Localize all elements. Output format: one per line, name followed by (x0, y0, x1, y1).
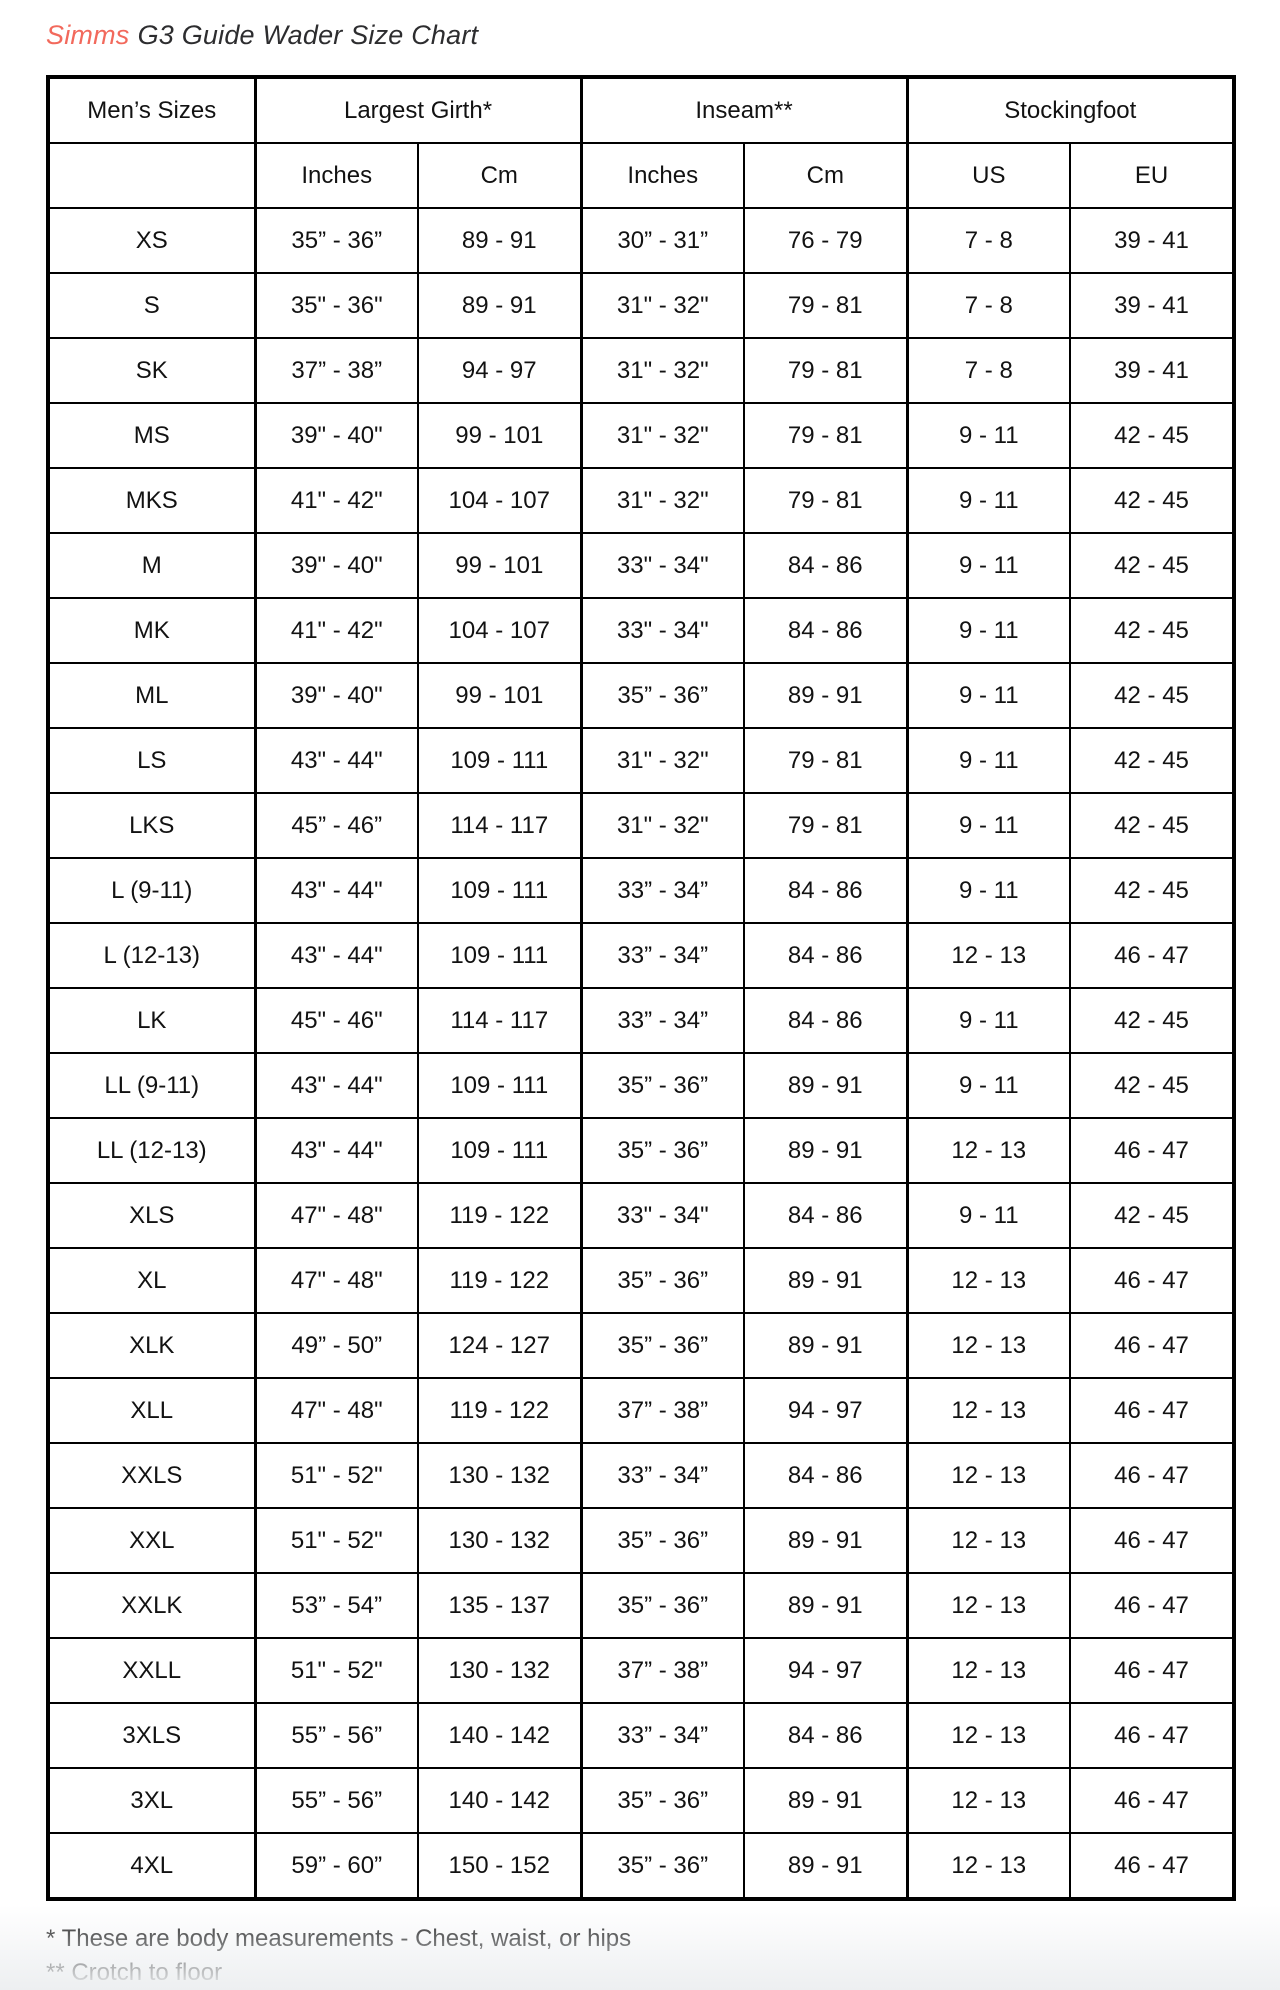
inseam-inches-cell: 35” - 36” (581, 1053, 744, 1118)
subheader-girth-cm: Cm (418, 143, 581, 208)
inseam-inches-cell: 37” - 38” (581, 1378, 744, 1443)
inseam-cm-cell: 79 - 81 (744, 273, 907, 338)
inseam-cm-cell: 94 - 97 (744, 1378, 907, 1443)
girth-cm-cell: 99 - 101 (418, 663, 581, 728)
table-row (48, 273, 1234, 338)
inseam-inches-cell: 33” - 34” (581, 858, 744, 923)
girth-cm-cell: 114 - 117 (418, 988, 581, 1053)
us-cell: 7 - 8 (907, 273, 1070, 338)
girth-inches-cell: 47" - 48" (255, 1378, 418, 1443)
girth-cm-cell: 89 - 91 (418, 273, 581, 338)
brand-name: Simms (46, 20, 130, 50)
girth-inches-cell: 37” - 38” (255, 338, 418, 403)
girth-inches-cell: 45” - 46” (255, 793, 418, 858)
table-row (48, 1183, 1234, 1248)
eu-cell: 39 - 41 (1070, 338, 1234, 403)
inseam-cm-cell: 89 - 91 (744, 1573, 907, 1638)
eu-cell: 42 - 45 (1070, 793, 1234, 858)
size-cell: LS (48, 728, 255, 793)
girth-inches-cell: 35” - 36” (255, 208, 418, 273)
table-row (48, 1248, 1234, 1313)
size-cell: LKS (48, 793, 255, 858)
inseam-cm-cell: 79 - 81 (744, 468, 907, 533)
girth-inches-cell: 45" - 46" (255, 988, 418, 1053)
inseam-inches-cell: 30” - 31” (581, 208, 744, 273)
girth-inches-cell: 51" - 52" (255, 1508, 418, 1573)
us-cell: 12 - 13 (907, 1833, 1070, 1899)
size-cell: 3XL (48, 1768, 255, 1833)
girth-cm-cell: 150 - 152 (418, 1833, 581, 1899)
eu-cell: 46 - 47 (1070, 923, 1234, 988)
size-cell: XXL (48, 1508, 255, 1573)
us-cell: 9 - 11 (907, 1053, 1070, 1118)
inseam-cm-cell: 89 - 91 (744, 1768, 907, 1833)
eu-cell: 42 - 45 (1070, 598, 1234, 663)
girth-inches-cell: 39" - 40" (255, 533, 418, 598)
size-cell: S (48, 273, 255, 338)
eu-cell: 46 - 47 (1070, 1638, 1234, 1703)
inseam-cm-cell: 89 - 91 (744, 1833, 907, 1899)
us-cell: 9 - 11 (907, 533, 1070, 598)
header-inseam: Inseam** (581, 77, 907, 143)
subheader-girth-inches: Inches (255, 143, 418, 208)
girth-inches-cell: 47" - 48" (255, 1183, 418, 1248)
girth-cm-cell: 109 - 111 (418, 1053, 581, 1118)
size-cell: XS (48, 208, 255, 273)
girth-cm-cell: 89 - 91 (418, 208, 581, 273)
inseam-cm-cell: 76 - 79 (744, 208, 907, 273)
table-row (48, 858, 1234, 923)
inseam-cm-cell: 84 - 86 (744, 1443, 907, 1508)
girth-cm-cell: 130 - 132 (418, 1638, 581, 1703)
eu-cell: 46 - 47 (1070, 1378, 1234, 1443)
girth-cm-cell: 114 - 117 (418, 793, 581, 858)
inseam-cm-cell: 84 - 86 (744, 988, 907, 1053)
inseam-inches-cell: 33" - 34" (581, 1183, 744, 1248)
girth-cm-cell: 99 - 101 (418, 533, 581, 598)
eu-cell: 42 - 45 (1070, 1053, 1234, 1118)
girth-cm-cell: 109 - 111 (418, 858, 581, 923)
subheader-eu: EU (1070, 143, 1234, 208)
table-row (48, 663, 1234, 728)
size-cell: XXLK (48, 1573, 255, 1638)
girth-inches-cell: 39" - 40" (255, 403, 418, 468)
eu-cell: 42 - 45 (1070, 468, 1234, 533)
table-row (48, 468, 1234, 533)
us-cell: 12 - 13 (907, 1573, 1070, 1638)
us-cell: 12 - 13 (907, 1118, 1070, 1183)
girth-inches-cell: 43" - 44" (255, 1053, 418, 1118)
size-cell: XXLS (48, 1443, 255, 1508)
eu-cell: 46 - 47 (1070, 1118, 1234, 1183)
table-row (48, 1118, 1234, 1183)
inseam-cm-cell: 84 - 86 (744, 1183, 907, 1248)
girth-inches-cell: 43" - 44" (255, 858, 418, 923)
inseam-cm-cell: 84 - 86 (744, 1703, 907, 1768)
table-row (48, 988, 1234, 1053)
inseam-inches-cell: 37” - 38” (581, 1638, 744, 1703)
eu-cell: 39 - 41 (1070, 208, 1234, 273)
girth-cm-cell: 130 - 132 (418, 1508, 581, 1573)
girth-cm-cell: 109 - 111 (418, 728, 581, 793)
size-cell: L (12-13) (48, 923, 255, 988)
inseam-cm-cell: 89 - 91 (744, 1118, 907, 1183)
eu-cell: 46 - 47 (1070, 1833, 1234, 1899)
girth-inches-cell: 39" - 40" (255, 663, 418, 728)
inseam-cm-cell: 89 - 91 (744, 663, 907, 728)
table-row (48, 1638, 1234, 1703)
size-cell: MS (48, 403, 255, 468)
inseam-inches-cell: 35” - 36” (581, 1768, 744, 1833)
size-cell: ML (48, 663, 255, 728)
girth-inches-cell: 41" - 42" (255, 598, 418, 663)
inseam-cm-cell: 84 - 86 (744, 598, 907, 663)
eu-cell: 46 - 47 (1070, 1573, 1234, 1638)
eu-cell: 46 - 47 (1070, 1768, 1234, 1833)
table-row (48, 1313, 1234, 1378)
eu-cell: 46 - 47 (1070, 1248, 1234, 1313)
eu-cell: 46 - 47 (1070, 1443, 1234, 1508)
girth-inches-cell: 51" - 52" (255, 1638, 418, 1703)
inseam-cm-cell: 79 - 81 (744, 403, 907, 468)
page-title (46, 19, 1234, 51)
girth-cm-cell: 124 - 127 (418, 1313, 581, 1378)
inseam-inches-cell: 35” - 36” (581, 1573, 744, 1638)
eu-cell: 39 - 41 (1070, 273, 1234, 338)
girth-cm-cell: 119 - 122 (418, 1183, 581, 1248)
table-row (48, 1768, 1234, 1833)
girth-cm-cell: 135 - 137 (418, 1573, 581, 1638)
girth-inches-cell: 51" - 52" (255, 1443, 418, 1508)
table-row (48, 1378, 1234, 1443)
girth-cm-cell: 119 - 122 (418, 1378, 581, 1443)
size-cell: M (48, 533, 255, 598)
us-cell: 9 - 11 (907, 598, 1070, 663)
size-cell: MK (48, 598, 255, 663)
size-cell: MKS (48, 468, 255, 533)
us-cell: 12 - 13 (907, 1443, 1070, 1508)
subheader-inseam-cm: Cm (744, 143, 907, 208)
eu-cell: 46 - 47 (1070, 1313, 1234, 1378)
inseam-inches-cell: 31" - 32" (581, 403, 744, 468)
us-cell: 12 - 13 (907, 923, 1070, 988)
size-table-body (48, 208, 1234, 1899)
inseam-inches-cell: 35” - 36” (581, 1313, 744, 1378)
eu-cell: 42 - 45 (1070, 858, 1234, 923)
size-cell: XLL (48, 1378, 255, 1443)
table-row (48, 533, 1234, 598)
us-cell: 12 - 13 (907, 1768, 1070, 1833)
inseam-inches-cell: 35” - 36” (581, 663, 744, 728)
inseam-inches-cell: 33" - 34" (581, 533, 744, 598)
eu-cell: 42 - 45 (1070, 403, 1234, 468)
table-row (48, 208, 1234, 273)
size-cell: L (9-11) (48, 858, 255, 923)
us-cell: 12 - 13 (907, 1248, 1070, 1313)
size-cell: 4XL (48, 1833, 255, 1899)
header-mens-sizes: Men’s Sizes (48, 77, 255, 143)
girth-cm-cell: 140 - 142 (418, 1703, 581, 1768)
us-cell: 9 - 11 (907, 1183, 1070, 1248)
inseam-cm-cell: 94 - 97 (744, 1638, 907, 1703)
inseam-cm-cell: 79 - 81 (744, 728, 907, 793)
us-cell: 9 - 11 (907, 858, 1070, 923)
table-row (48, 1053, 1234, 1118)
girth-inches-cell: 43" - 44" (255, 728, 418, 793)
inseam-cm-cell: 79 - 81 (744, 793, 907, 858)
table-row (48, 923, 1234, 988)
page-title-text: G3 Guide Wader Size Chart (137, 20, 479, 50)
girth-inches-cell: 41" - 42" (255, 468, 418, 533)
table-row (48, 1508, 1234, 1573)
footnote-girth: * These are body measurements - Chest, waist, or hips (46, 1925, 632, 1953)
footnotes (46, 1922, 1234, 1990)
girth-inches-cell: 43" - 44" (255, 923, 418, 988)
inseam-inches-cell: 33” - 34” (581, 988, 744, 1053)
size-cell: LL (12-13) (48, 1118, 255, 1183)
inseam-inches-cell: 31" - 32" (581, 793, 744, 858)
inseam-inches-cell: 35” - 36” (581, 1118, 744, 1183)
table-row (48, 1573, 1234, 1638)
size-cell: XLK (48, 1313, 255, 1378)
header-largest-girth: Largest Girth* (255, 77, 581, 143)
inseam-cm-cell: 89 - 91 (744, 1508, 907, 1573)
inseam-cm-cell: 89 - 91 (744, 1313, 907, 1378)
subheader-inseam-inches: Inches (581, 143, 744, 208)
size-cell: XL (48, 1248, 255, 1313)
girth-cm-cell: 119 - 122 (418, 1248, 581, 1313)
footnote-inseam: ** Crotch to floor (46, 1959, 223, 1987)
girth-cm-cell: 104 - 107 (418, 598, 581, 663)
us-cell: 12 - 13 (907, 1638, 1070, 1703)
girth-cm-cell: 140 - 142 (418, 1768, 581, 1833)
girth-inches-cell: 55” - 56” (255, 1768, 418, 1833)
table-row (48, 1703, 1234, 1768)
size-cell: LK (48, 988, 255, 1053)
eu-cell: 46 - 47 (1070, 1508, 1234, 1573)
header-stockingfoot: Stockingfoot (907, 77, 1234, 143)
inseam-inches-cell: 31" - 32" (581, 338, 744, 403)
us-cell: 7 - 8 (907, 338, 1070, 403)
girth-cm-cell: 109 - 111 (418, 1118, 581, 1183)
us-cell: 12 - 13 (907, 1313, 1070, 1378)
table-row (48, 793, 1234, 858)
inseam-inches-cell: 33” - 34” (581, 923, 744, 988)
eu-cell: 42 - 45 (1070, 1183, 1234, 1248)
girth-inches-cell: 53” - 54” (255, 1573, 418, 1638)
inseam-cm-cell: 84 - 86 (744, 533, 907, 598)
girth-inches-cell: 55” - 56” (255, 1703, 418, 1768)
girth-cm-cell: 99 - 101 (418, 403, 581, 468)
group-header-row (48, 77, 1234, 143)
subheader-blank (48, 143, 255, 208)
us-cell: 9 - 11 (907, 468, 1070, 533)
girth-inches-cell: 59” - 60” (255, 1833, 418, 1899)
girth-cm-cell: 130 - 132 (418, 1443, 581, 1508)
us-cell: 12 - 13 (907, 1703, 1070, 1768)
table-row (48, 1443, 1234, 1508)
size-cell: LL (9-11) (48, 1053, 255, 1118)
sub-header-row (48, 143, 1234, 208)
table-row (48, 728, 1234, 793)
size-cell: SK (48, 338, 255, 403)
size-cell: 3XLS (48, 1703, 255, 1768)
us-cell: 9 - 11 (907, 663, 1070, 728)
eu-cell: 42 - 45 (1070, 533, 1234, 598)
girth-cm-cell: 109 - 111 (418, 923, 581, 988)
inseam-inches-cell: 33” - 34” (581, 1703, 744, 1768)
eu-cell: 42 - 45 (1070, 988, 1234, 1053)
inseam-inches-cell: 31" - 32" (581, 468, 744, 533)
inseam-cm-cell: 89 - 91 (744, 1053, 907, 1118)
inseam-inches-cell: 33" - 34" (581, 598, 744, 663)
table-row (48, 598, 1234, 663)
inseam-inches-cell: 35” - 36” (581, 1248, 744, 1313)
girth-cm-cell: 104 - 107 (418, 468, 581, 533)
inseam-inches-cell: 35” - 36” (581, 1508, 744, 1573)
girth-inches-cell: 43" - 44" (255, 1118, 418, 1183)
us-cell: 9 - 11 (907, 728, 1070, 793)
eu-cell: 42 - 45 (1070, 663, 1234, 728)
inseam-cm-cell: 89 - 91 (744, 1248, 907, 1313)
us-cell: 12 - 13 (907, 1508, 1070, 1573)
us-cell: 9 - 11 (907, 403, 1070, 468)
girth-inches-cell: 47" - 48" (255, 1248, 418, 1313)
table-row (48, 338, 1234, 403)
us-cell: 12 - 13 (907, 1378, 1070, 1443)
size-cell: XXLL (48, 1638, 255, 1703)
inseam-inches-cell: 31" - 32" (581, 273, 744, 338)
inseam-inches-cell: 35” - 36” (581, 1833, 744, 1899)
inseam-cm-cell: 84 - 86 (744, 923, 907, 988)
size-chart-table (46, 75, 1236, 1901)
girth-inches-cell: 49” - 50” (255, 1313, 418, 1378)
size-cell: XLS (48, 1183, 255, 1248)
inseam-inches-cell: 31" - 32" (581, 728, 744, 793)
us-cell: 9 - 11 (907, 793, 1070, 858)
girth-cm-cell: 94 - 97 (418, 338, 581, 403)
inseam-cm-cell: 79 - 81 (744, 338, 907, 403)
eu-cell: 42 - 45 (1070, 728, 1234, 793)
table-row (48, 1833, 1234, 1899)
subheader-us: US (907, 143, 1070, 208)
inseam-cm-cell: 84 - 86 (744, 858, 907, 923)
us-cell: 7 - 8 (907, 208, 1070, 273)
table-row (48, 403, 1234, 468)
girth-inches-cell: 35" - 36" (255, 273, 418, 338)
inseam-inches-cell: 33” - 34” (581, 1443, 744, 1508)
us-cell: 9 - 11 (907, 988, 1070, 1053)
eu-cell: 46 - 47 (1070, 1703, 1234, 1768)
